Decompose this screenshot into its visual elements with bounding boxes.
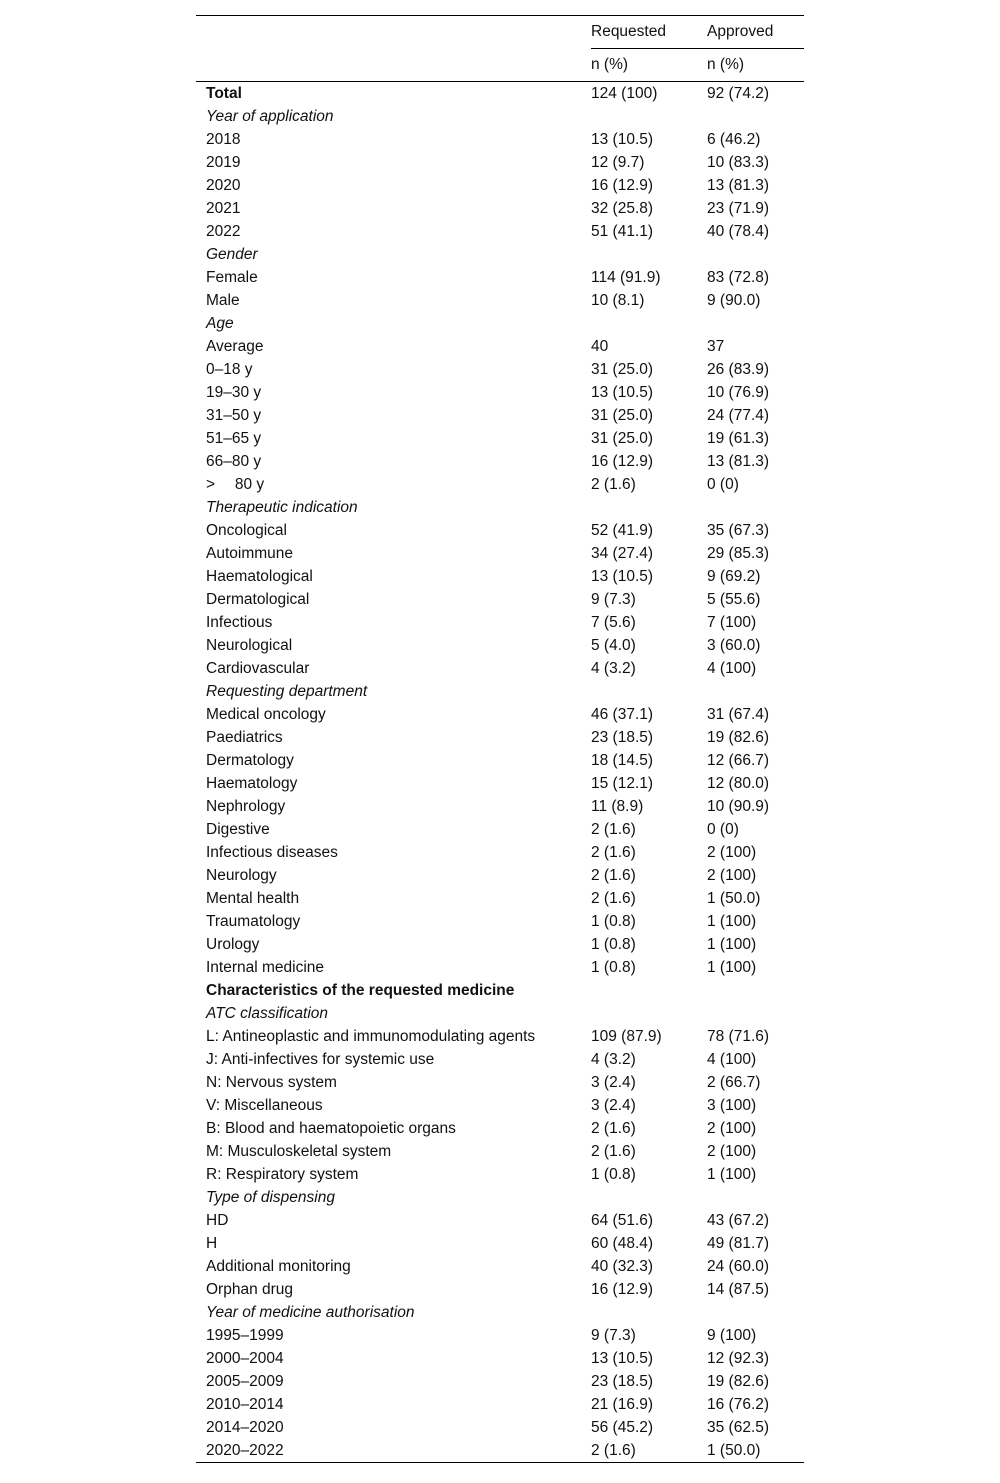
table-row — [196, 703, 804, 726]
cell-requested: 2 (1.6) — [591, 821, 636, 838]
section-row — [196, 312, 804, 335]
table-row — [196, 1370, 804, 1393]
cell-requested: 46 (37.1) — [591, 706, 654, 723]
table-row — [196, 1117, 804, 1140]
cell-approved: 4 (100) — [707, 660, 757, 677]
table-row — [196, 933, 804, 956]
table-row — [196, 1324, 804, 1347]
cell-approved — [707, 243, 804, 266]
row-label: Haematology — [206, 775, 298, 792]
cell-requested: 109 (87.9) — [591, 1028, 662, 1045]
row-label: Haematological — [206, 568, 313, 585]
cell-requested: 13 (10.5) — [591, 131, 654, 148]
row-label: B: Blood and haematopoietic organs — [206, 1120, 456, 1137]
row-label: L: Antineoplastic and immunomodulating agents — [206, 1028, 536, 1045]
table-row — [196, 335, 804, 358]
cell-approved: 1 (100) — [707, 959, 757, 976]
cell-approved: 9 (100) — [707, 1327, 757, 1344]
cell-approved: 14 (87.5) — [707, 1281, 770, 1298]
cell-requested: 16 (12.9) — [591, 177, 654, 194]
cell-approved: 7 (100) — [707, 614, 757, 631]
header-row-units — [196, 49, 804, 82]
cell-requested: 4 (3.2) — [591, 1051, 636, 1068]
table-row — [196, 1439, 804, 1463]
section-heading: Year of medicine authorisation — [206, 1304, 415, 1321]
table-row — [196, 1209, 804, 1232]
section-heading: Year of application — [206, 108, 334, 125]
cell-approved: 24 (77.4) — [707, 407, 770, 424]
cell-approved — [707, 979, 804, 1002]
table-row — [196, 956, 804, 979]
cell-approved: 1 (100) — [707, 913, 757, 930]
section-heading: Requesting department — [206, 683, 368, 700]
cell-requested: 18 (14.5) — [591, 752, 654, 769]
row-label: 2018 — [206, 131, 241, 148]
cell-approved: 5 (55.6) — [707, 591, 761, 608]
row-label: Internal medicine — [206, 959, 325, 976]
row-label: > 80 y — [206, 476, 265, 493]
cell-requested: 3 (2.4) — [591, 1097, 636, 1114]
table-row — [196, 128, 804, 151]
cell-approved: 2 (100) — [707, 867, 757, 884]
cell-approved — [707, 680, 804, 703]
data-table — [196, 15, 804, 1463]
cell-requested: 1 (0.8) — [591, 959, 636, 976]
cell-requested: 51 (41.1) — [591, 223, 654, 240]
row-label: 2014–2020 — [206, 1419, 284, 1436]
cell-requested: 12 (9.7) — [591, 154, 645, 171]
cell-requested: 1 (0.8) — [591, 1166, 636, 1183]
cell-requested: 32 (25.8) — [591, 200, 654, 217]
row-label: Dermatological — [206, 591, 310, 608]
table-row — [196, 1232, 804, 1255]
cell-requested: 11 (8.9) — [591, 798, 644, 815]
table-row — [196, 634, 804, 657]
row-label: 0–18 y — [206, 361, 253, 378]
cell-requested: 60 (48.4) — [591, 1235, 654, 1252]
cell-requested: 16 (12.9) — [591, 1281, 654, 1298]
table-row — [196, 611, 804, 634]
table-row — [196, 289, 804, 312]
bold-row — [196, 979, 804, 1002]
header-empty-cell — [196, 49, 591, 82]
cell-approved: 19 (82.6) — [707, 729, 770, 746]
cell-requested: 7 (5.6) — [591, 614, 636, 631]
row-label: N: Nervous system — [206, 1074, 337, 1091]
cell-approved: 2 (100) — [707, 1120, 757, 1137]
cell-requested: 9 (7.3) — [591, 1327, 636, 1344]
cell-approved: 23 (71.9) — [707, 200, 770, 217]
cell-requested — [591, 979, 707, 1002]
table-row — [196, 151, 804, 174]
row-label: 2010–2014 — [206, 1396, 284, 1413]
cell-requested: 13 (10.5) — [591, 568, 654, 585]
section-row — [196, 1301, 804, 1324]
table-row — [196, 381, 804, 404]
cell-requested: 23 (18.5) — [591, 1373, 654, 1390]
row-label: Mental health — [206, 890, 300, 907]
table-row — [196, 473, 804, 496]
cell-approved: 19 (82.6) — [707, 1373, 770, 1390]
cell-approved: 43 (67.2) — [707, 1212, 770, 1229]
table-row — [196, 542, 804, 565]
section-heading: Type of dispensing — [206, 1189, 335, 1206]
cell-approved — [707, 496, 804, 519]
cell-requested: 31 (25.0) — [591, 361, 654, 378]
cell-approved: 13 (81.3) — [707, 177, 770, 194]
table-row — [196, 841, 804, 864]
row-label: Neurology — [206, 867, 277, 884]
table-row — [196, 519, 804, 542]
table-row — [196, 266, 804, 289]
section-row — [196, 496, 804, 519]
section-heading: ATC classification — [206, 1005, 329, 1022]
table-row — [196, 795, 804, 818]
row-label: 2019 — [206, 154, 241, 171]
cell-approved: 3 (60.0) — [707, 637, 761, 654]
cell-requested: 9 (7.3) — [591, 591, 636, 608]
cell-approved: 0 (0) — [707, 821, 739, 838]
cell-requested: 64 (51.6) — [591, 1212, 654, 1229]
row-label: R: Respiratory system — [206, 1166, 359, 1183]
cell-requested: 16 (12.9) — [591, 453, 654, 470]
cell-approved: 49 (81.7) — [707, 1235, 770, 1252]
row-label: Traumatology — [206, 913, 301, 930]
cell-approved: 9 (69.2) — [707, 568, 761, 585]
table-row — [196, 450, 804, 473]
cell-requested — [591, 105, 707, 128]
cell-approved: 35 (67.3) — [707, 522, 770, 539]
cell-approved: 1 (50.0) — [707, 1442, 761, 1459]
table-row — [196, 404, 804, 427]
cell-approved — [707, 1186, 804, 1209]
table-row — [196, 818, 804, 841]
table-row — [196, 427, 804, 450]
table-row — [196, 174, 804, 197]
cell-approved: 83 (72.8) — [707, 269, 770, 286]
row-label: 2020–2022 — [206, 1442, 284, 1459]
table-row — [196, 1416, 804, 1439]
row-label: 2021 — [206, 200, 241, 217]
cell-approved — [707, 105, 804, 128]
table-row — [196, 772, 804, 795]
section-heading: Age — [206, 315, 234, 332]
row-label: Autoimmune — [206, 545, 294, 562]
cell-approved: 1 (50.0) — [707, 890, 761, 907]
cell-approved: 12 (66.7) — [707, 752, 770, 769]
table-row — [196, 749, 804, 772]
cell-requested: 40 — [591, 338, 609, 355]
section-heading: Gender — [206, 246, 258, 263]
cell-requested: 56 (45.2) — [591, 1419, 654, 1436]
section-row — [196, 105, 804, 128]
cell-approved: 19 (61.3) — [707, 430, 770, 447]
cell-requested: 34 (27.4) — [591, 545, 654, 562]
row-label: Infectious — [206, 614, 273, 631]
cell-approved: 35 (62.5) — [707, 1419, 770, 1436]
row-label: Paediatrics — [206, 729, 283, 746]
row-label: 2022 — [206, 223, 241, 240]
section-heading: Therapeutic indication — [206, 499, 358, 516]
row-label: J: Anti-infectives for systemic use — [206, 1051, 435, 1068]
cell-requested — [591, 1301, 707, 1324]
table-row — [196, 910, 804, 933]
cell-requested: 31 (25.0) — [591, 430, 654, 447]
cell-requested: 3 (2.4) — [591, 1074, 636, 1091]
cell-approved: 10 (83.3) — [707, 154, 770, 171]
table-row — [196, 887, 804, 910]
table-row — [196, 1393, 804, 1416]
cell-approved — [707, 1002, 804, 1025]
cell-requested — [591, 680, 707, 703]
row-label: Female — [206, 269, 258, 286]
table-row — [196, 565, 804, 588]
cell-requested: 40 (32.3) — [591, 1258, 654, 1275]
cell-requested: 124 (100) — [591, 85, 658, 102]
table-header — [196, 16, 804, 82]
table-row — [196, 657, 804, 680]
cell-approved: 12 (92.3) — [707, 1350, 770, 1367]
cell-requested — [591, 243, 707, 266]
cell-requested: 2 (1.6) — [591, 1143, 636, 1160]
row-label: Total — [206, 85, 242, 102]
table-row — [196, 864, 804, 887]
cell-approved: 29 (85.3) — [707, 545, 770, 562]
cell-approved: 10 (76.9) — [707, 384, 770, 401]
row-label: Nephrology — [206, 798, 286, 815]
cell-requested: 1 (0.8) — [591, 936, 636, 953]
bold-row — [196, 82, 804, 106]
cell-requested — [591, 1002, 707, 1025]
cell-approved: 6 (46.2) — [707, 131, 761, 148]
cell-approved: 0 (0) — [707, 476, 739, 493]
cell-approved: 92 (74.2) — [707, 85, 770, 102]
row-label: Male — [206, 292, 240, 309]
table-row — [196, 726, 804, 749]
cell-approved: 37 — [707, 338, 725, 355]
cell-approved: 4 (100) — [707, 1051, 757, 1068]
table-row — [196, 1163, 804, 1186]
row-label: Additional monitoring — [206, 1258, 351, 1275]
cell-requested — [591, 1186, 707, 1209]
cell-approved: 1 (100) — [707, 1166, 757, 1183]
cell-approved: 16 (76.2) — [707, 1396, 770, 1413]
cell-requested: 10 (8.1) — [591, 292, 645, 309]
cell-requested: 15 (12.1) — [591, 775, 654, 792]
cell-approved: 1 (100) — [707, 936, 757, 953]
row-label: H — [206, 1235, 218, 1252]
table-row — [196, 588, 804, 611]
row-label: Urology — [206, 936, 260, 953]
cell-approved: 13 (81.3) — [707, 453, 770, 470]
row-label: Cardiovascular — [206, 660, 310, 677]
section-row — [196, 680, 804, 703]
cell-requested: 2 (1.6) — [591, 867, 636, 884]
cell-approved: 10 (90.9) — [707, 798, 770, 815]
cell-approved: 9 (90.0) — [707, 292, 761, 309]
row-label: Neurological — [206, 637, 293, 654]
cell-requested: 2 (1.6) — [591, 476, 636, 493]
cell-requested: 21 (16.9) — [591, 1396, 654, 1413]
row-label: Orphan drug — [206, 1281, 294, 1298]
header-unit-requested: n (%) — [591, 56, 629, 73]
cell-requested: 2 (1.6) — [591, 844, 636, 861]
table-row — [196, 220, 804, 243]
cell-approved: 31 (67.4) — [707, 706, 770, 723]
data-table-container — [196, 15, 804, 1463]
cell-requested: 2 (1.6) — [591, 1442, 636, 1459]
row-label: Average — [206, 338, 264, 355]
cell-requested: 5 (4.0) — [591, 637, 636, 654]
header-row-labels — [196, 16, 804, 49]
row-label: Medical oncology — [206, 706, 326, 723]
cell-requested: 23 (18.5) — [591, 729, 654, 746]
cell-approved: 24 (60.0) — [707, 1258, 770, 1275]
cell-requested: 2 (1.6) — [591, 890, 636, 907]
cell-requested: 31 (25.0) — [591, 407, 654, 424]
row-label: M: Musculoskeletal system — [206, 1143, 392, 1160]
cell-requested: 52 (41.9) — [591, 522, 654, 539]
row-label: Infectious diseases — [206, 844, 338, 861]
row-label: 31–50 y — [206, 407, 262, 424]
row-label: HD — [206, 1212, 229, 1229]
cell-requested — [591, 312, 707, 335]
cell-approved: 40 (78.4) — [707, 223, 770, 240]
cell-approved: 12 (80.0) — [707, 775, 770, 792]
table-row — [196, 1347, 804, 1370]
cell-approved — [707, 312, 804, 335]
cell-approved: 78 (71.6) — [707, 1028, 770, 1045]
row-label: Oncological — [206, 522, 287, 539]
row-label: 19–30 y — [206, 384, 262, 401]
header-requested: Requested — [591, 16, 707, 49]
section-row — [196, 1002, 804, 1025]
cell-approved — [707, 1301, 804, 1324]
table-row — [196, 358, 804, 381]
cell-requested: 4 (3.2) — [591, 660, 636, 677]
cell-requested: 2 (1.6) — [591, 1120, 636, 1137]
cell-requested: 114 (91.9) — [591, 269, 661, 286]
table-row — [196, 1140, 804, 1163]
table-row — [196, 1071, 804, 1094]
cell-approved: 3 (100) — [707, 1097, 757, 1114]
row-label: 66–80 y — [206, 453, 262, 470]
table-row — [196, 1048, 804, 1071]
cell-approved: 26 (83.9) — [707, 361, 770, 378]
row-label: Dermatology — [206, 752, 294, 769]
row-label: V: Miscellaneous — [206, 1097, 323, 1114]
section-row — [196, 1186, 804, 1209]
row-label: 2020 — [206, 177, 241, 194]
header-empty-cell — [196, 16, 591, 49]
cell-requested: 13 (10.5) — [591, 1350, 654, 1367]
row-label: 2005–2009 — [206, 1373, 284, 1390]
table-body — [196, 82, 804, 1463]
cell-approved: 2 (100) — [707, 1143, 757, 1160]
row-label: 1995–1999 — [206, 1327, 284, 1344]
cell-approved: 2 (100) — [707, 844, 757, 861]
table-row — [196, 1025, 804, 1048]
row-label: Characteristics of the requested medicine — [206, 982, 515, 999]
table-row — [196, 1278, 804, 1301]
table-row — [196, 197, 804, 220]
row-label: 51–65 y — [206, 430, 262, 447]
cell-requested: 13 (10.5) — [591, 384, 654, 401]
header-unit-approved: n (%) — [707, 56, 745, 73]
header-approved: Approved — [707, 16, 804, 49]
cell-requested: 1 (0.8) — [591, 913, 636, 930]
row-label: 2000–2004 — [206, 1350, 284, 1367]
row-label: Digestive — [206, 821, 270, 838]
table-row — [196, 1094, 804, 1117]
cell-requested — [591, 496, 707, 519]
table-row — [196, 1255, 804, 1278]
section-row — [196, 243, 804, 266]
cell-approved: 2 (66.7) — [707, 1074, 761, 1091]
